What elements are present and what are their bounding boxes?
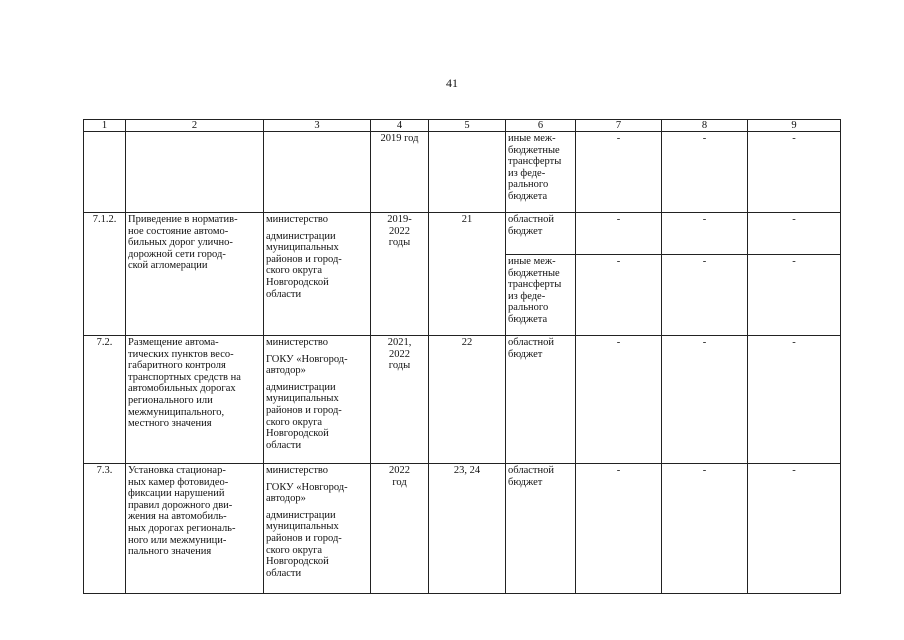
value-cell: - (576, 336, 662, 464)
header-row (84, 120, 841, 132)
funding-source-cell: иные меж- бюджетные трансферты из феде- рального бюджета (506, 132, 576, 213)
value-cell: - (576, 255, 662, 336)
header-cell: 3 (264, 120, 371, 132)
value-cell: - (576, 464, 662, 594)
indicator-cell: 22 (429, 336, 506, 464)
value-cell: - (662, 255, 748, 336)
executor-cell (264, 336, 371, 464)
activity-cell: Приведение в норматив- ное состояние автомо- бильных дорог улично- дорожной сети город- ской агломерации (126, 213, 264, 336)
value-cell: - (748, 464, 841, 594)
indicator-cell: 21 (429, 213, 506, 336)
value-cell: - (748, 336, 841, 464)
value-cell: - (662, 336, 748, 464)
header-cell: 2 (126, 120, 264, 132)
header-cell: 9 (748, 120, 841, 132)
period-cell: 2022 год (371, 464, 429, 594)
table-row (84, 132, 841, 213)
header-cell: 6 (506, 120, 576, 132)
header-cell: 1 (84, 120, 126, 132)
executor-line: министерство (266, 214, 329, 225)
table-row (84, 213, 841, 255)
executor-cell (264, 464, 371, 594)
executor-line: администрации муниципальных районов и город- ского округа Новгородской области (266, 230, 342, 300)
value-cell: - (662, 213, 748, 255)
activity-cell: Размещение автома- тических пунктов весо- габаритного контроля транспортных средств на автомобильных дорогах регионального или межмуниципального, местного значения (126, 336, 264, 464)
value-cell: - (748, 255, 841, 336)
funding-source-cell: областной бюджет (506, 336, 576, 464)
item-number-cell: 7.2. (84, 336, 126, 464)
executor-line: министерство (266, 337, 329, 348)
period-cell: 2019- 2022 годы (371, 213, 429, 336)
executor-line: ГОКУ «Новгород- автодор» (266, 353, 348, 377)
value-cell: - (662, 464, 748, 594)
indicator-cell: 23, 24 (429, 464, 506, 594)
executor-line: администрации муниципальных районов и город- ского округа Новгородской области (266, 381, 342, 451)
item-number-cell: 7.3. (84, 464, 126, 594)
item-number-cell: 7.1.2. (84, 213, 126, 336)
executor-line: ГОКУ «Новгород- автодор» (266, 481, 348, 505)
funding-source-cell: иные меж- бюджетные трансферты из феде- рального бюджета (506, 255, 576, 336)
header-cell: 4 (371, 120, 429, 132)
funding-source-cell: областной бюджет (506, 213, 576, 255)
table-cell (84, 132, 126, 213)
table-row (84, 464, 841, 594)
period-cell: 2021, 2022 годы (371, 336, 429, 464)
value-cell: - (748, 132, 841, 213)
table-row (84, 336, 841, 464)
program-table (83, 119, 841, 594)
value-cell: - (748, 213, 841, 255)
table-cell (264, 132, 371, 213)
executor-cell (264, 213, 371, 336)
executor-line: администрации муниципальных районов и город- ского округа Новгородской области (266, 509, 342, 579)
executor-line: министерство (266, 465, 329, 476)
header-cell: 7 (576, 120, 662, 132)
table-cell (126, 132, 264, 213)
period-cell: 2019 год (371, 132, 429, 213)
page-number: 41 (446, 76, 458, 90)
value-cell: - (662, 132, 748, 213)
header-cell: 5 (429, 120, 506, 132)
header-cell: 8 (662, 120, 748, 132)
funding-source-cell: областной бюджет (506, 464, 576, 594)
value-cell: - (576, 132, 662, 213)
table-cell (429, 132, 506, 213)
activity-cell: Установка стационар- ных камер фотовидео- фиксации нарушений правил дорожного дви- жения на автомобиль- ных дорогах региональ- ного или межмуници- пального значения (126, 464, 264, 594)
value-cell: - (576, 213, 662, 255)
